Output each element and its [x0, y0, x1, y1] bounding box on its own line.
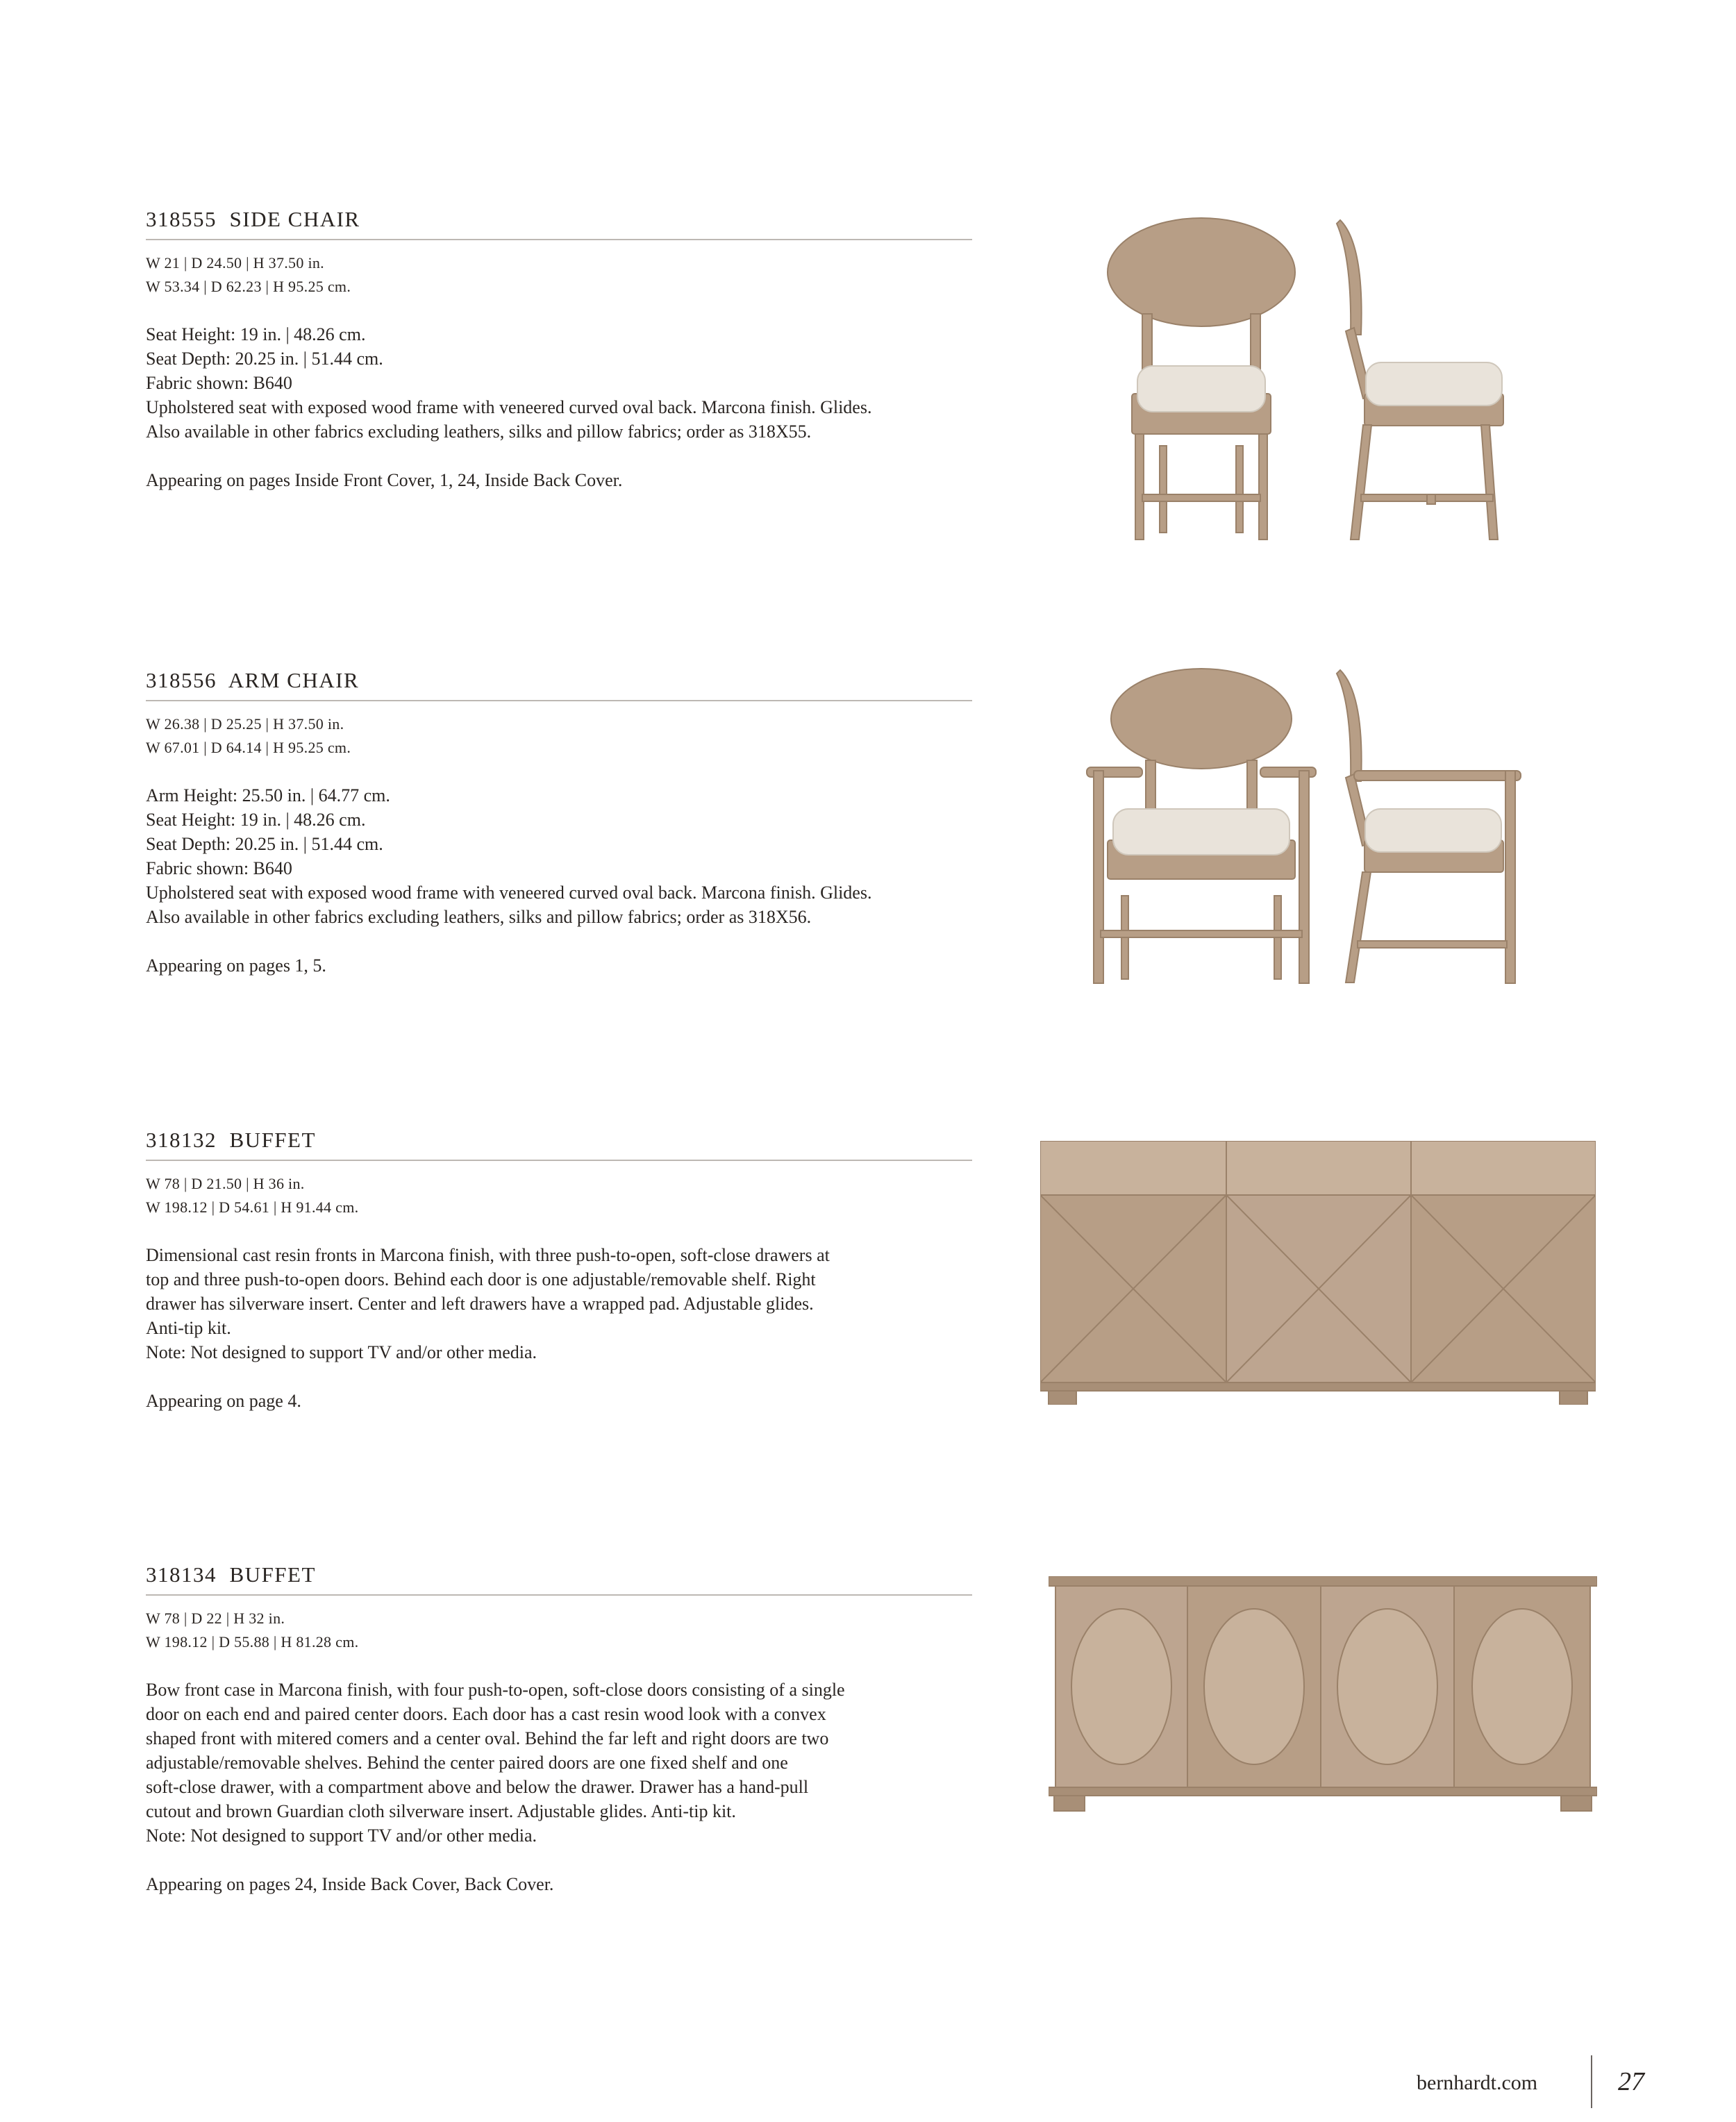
- product-title: 318556 ARM CHAIR: [146, 667, 972, 701]
- footer-website: bernhardt.com: [1417, 2071, 1538, 2094]
- product-318556: [146, 667, 972, 978]
- page-number: 27: [1618, 2067, 1644, 2096]
- side-chair-front-image: [1094, 217, 1309, 543]
- product-details: Arm Height: 25.50 in. | 64.77 cm. Seat Height: 19 in. | 48.26 cm. Seat Depth: 20.25 in. | 51.44 cm. Fabric shown: B640 Upholstered seat with exposed wood frame with veneered curved oval back. Marcona finish. Glides. Also available in other fabrics excluding leathers, silks and pillow fabrics; order as 318X56.: [146, 785, 872, 927]
- product-dimensions: W 78 | D 22 | H 32 in. W 198.12 | D 55.88 | H 81.28 cm.: [146, 1610, 359, 1651]
- side-chair-side-image: [1323, 217, 1510, 543]
- product-appearing: Appearing on pages 24, Inside Back Cover, Back Cover.: [146, 1874, 554, 1894]
- product-title: 318134 BUFFET: [146, 1561, 972, 1596]
- product-details: Seat Height: 19 in. | 48.26 cm. Seat Depth: 20.25 in. | 51.44 cm. Fabric shown: B640 Upholstered seat with exposed wood frame with veneered curved oval back. Marcona finish. Glides. Also available in other fabrics excluding leathers, silks and pillow fabrics; order as 318X55.: [146, 324, 872, 442]
- product-details: Dimensional cast resin fronts in Marcona finish, with three push-to-open, soft-close drawers at top and three push-to-open doors. Behind each door is one adjustable/removable shelf. Right drawer has silverware insert. Center and left drawers have a wrapped pad. Adjustable glides. Anti-tip kit. Note: Not designed to support TV and/or other media.: [146, 1245, 830, 1362]
- product-318132: [146, 1126, 972, 1413]
- product-title: 318555 SIDE CHAIR: [146, 206, 972, 240]
- product-dimensions: W 21 | D 24.50 | H 37.50 in. W 53.34 | D 62.23 | H 95.25 cm.: [146, 254, 351, 295]
- product-dimensions: W 26.38 | D 25.25 | H 37.50 in. W 67.01 | D 64.14 | H 95.25 cm.: [146, 715, 351, 756]
- arm-chair-side-image: [1326, 667, 1528, 986]
- product-318134: [146, 1561, 972, 1896]
- product-318555: [146, 206, 972, 492]
- product-dimensions: W 78 | D 21.50 | H 36 in. W 198.12 | D 54.61 | H 91.44 cm.: [146, 1175, 359, 1216]
- product-details: Bow front case in Marcona finish, with four push-to-open, soft-close doors consisting of a single door on each end and paired center doors. Each door has a cast resin wood look with a convex shaped front with mitered comers and a center oval. Behind the far left and right doors are two adjustable/removable shelves. Behind the center paired doors are one fixed shelf and one soft-close drawer, with a compartment above and below the drawer. Drawer has a hand-pull cutout and brown Guardian cloth silverware insert. Adjustable glides. Anti-tip kit. Note: Not designed to support TV and/or other media.: [146, 1680, 845, 1846]
- footer-divider: [1591, 2055, 1592, 2108]
- product-appearing: Appearing on page 4.: [146, 1391, 301, 1411]
- product-appearing: Appearing on pages Inside Front Cover, 1, 24, Inside Back Cover.: [146, 470, 623, 490]
- buffet-318132-image: [1040, 1141, 1596, 1405]
- arm-chair-front-image: [1080, 667, 1323, 986]
- buffet-318134-image: [1049, 1576, 1597, 1812]
- product-title: 318132 BUFFET: [146, 1126, 972, 1161]
- product-appearing: Appearing on pages 1, 5.: [146, 955, 326, 976]
